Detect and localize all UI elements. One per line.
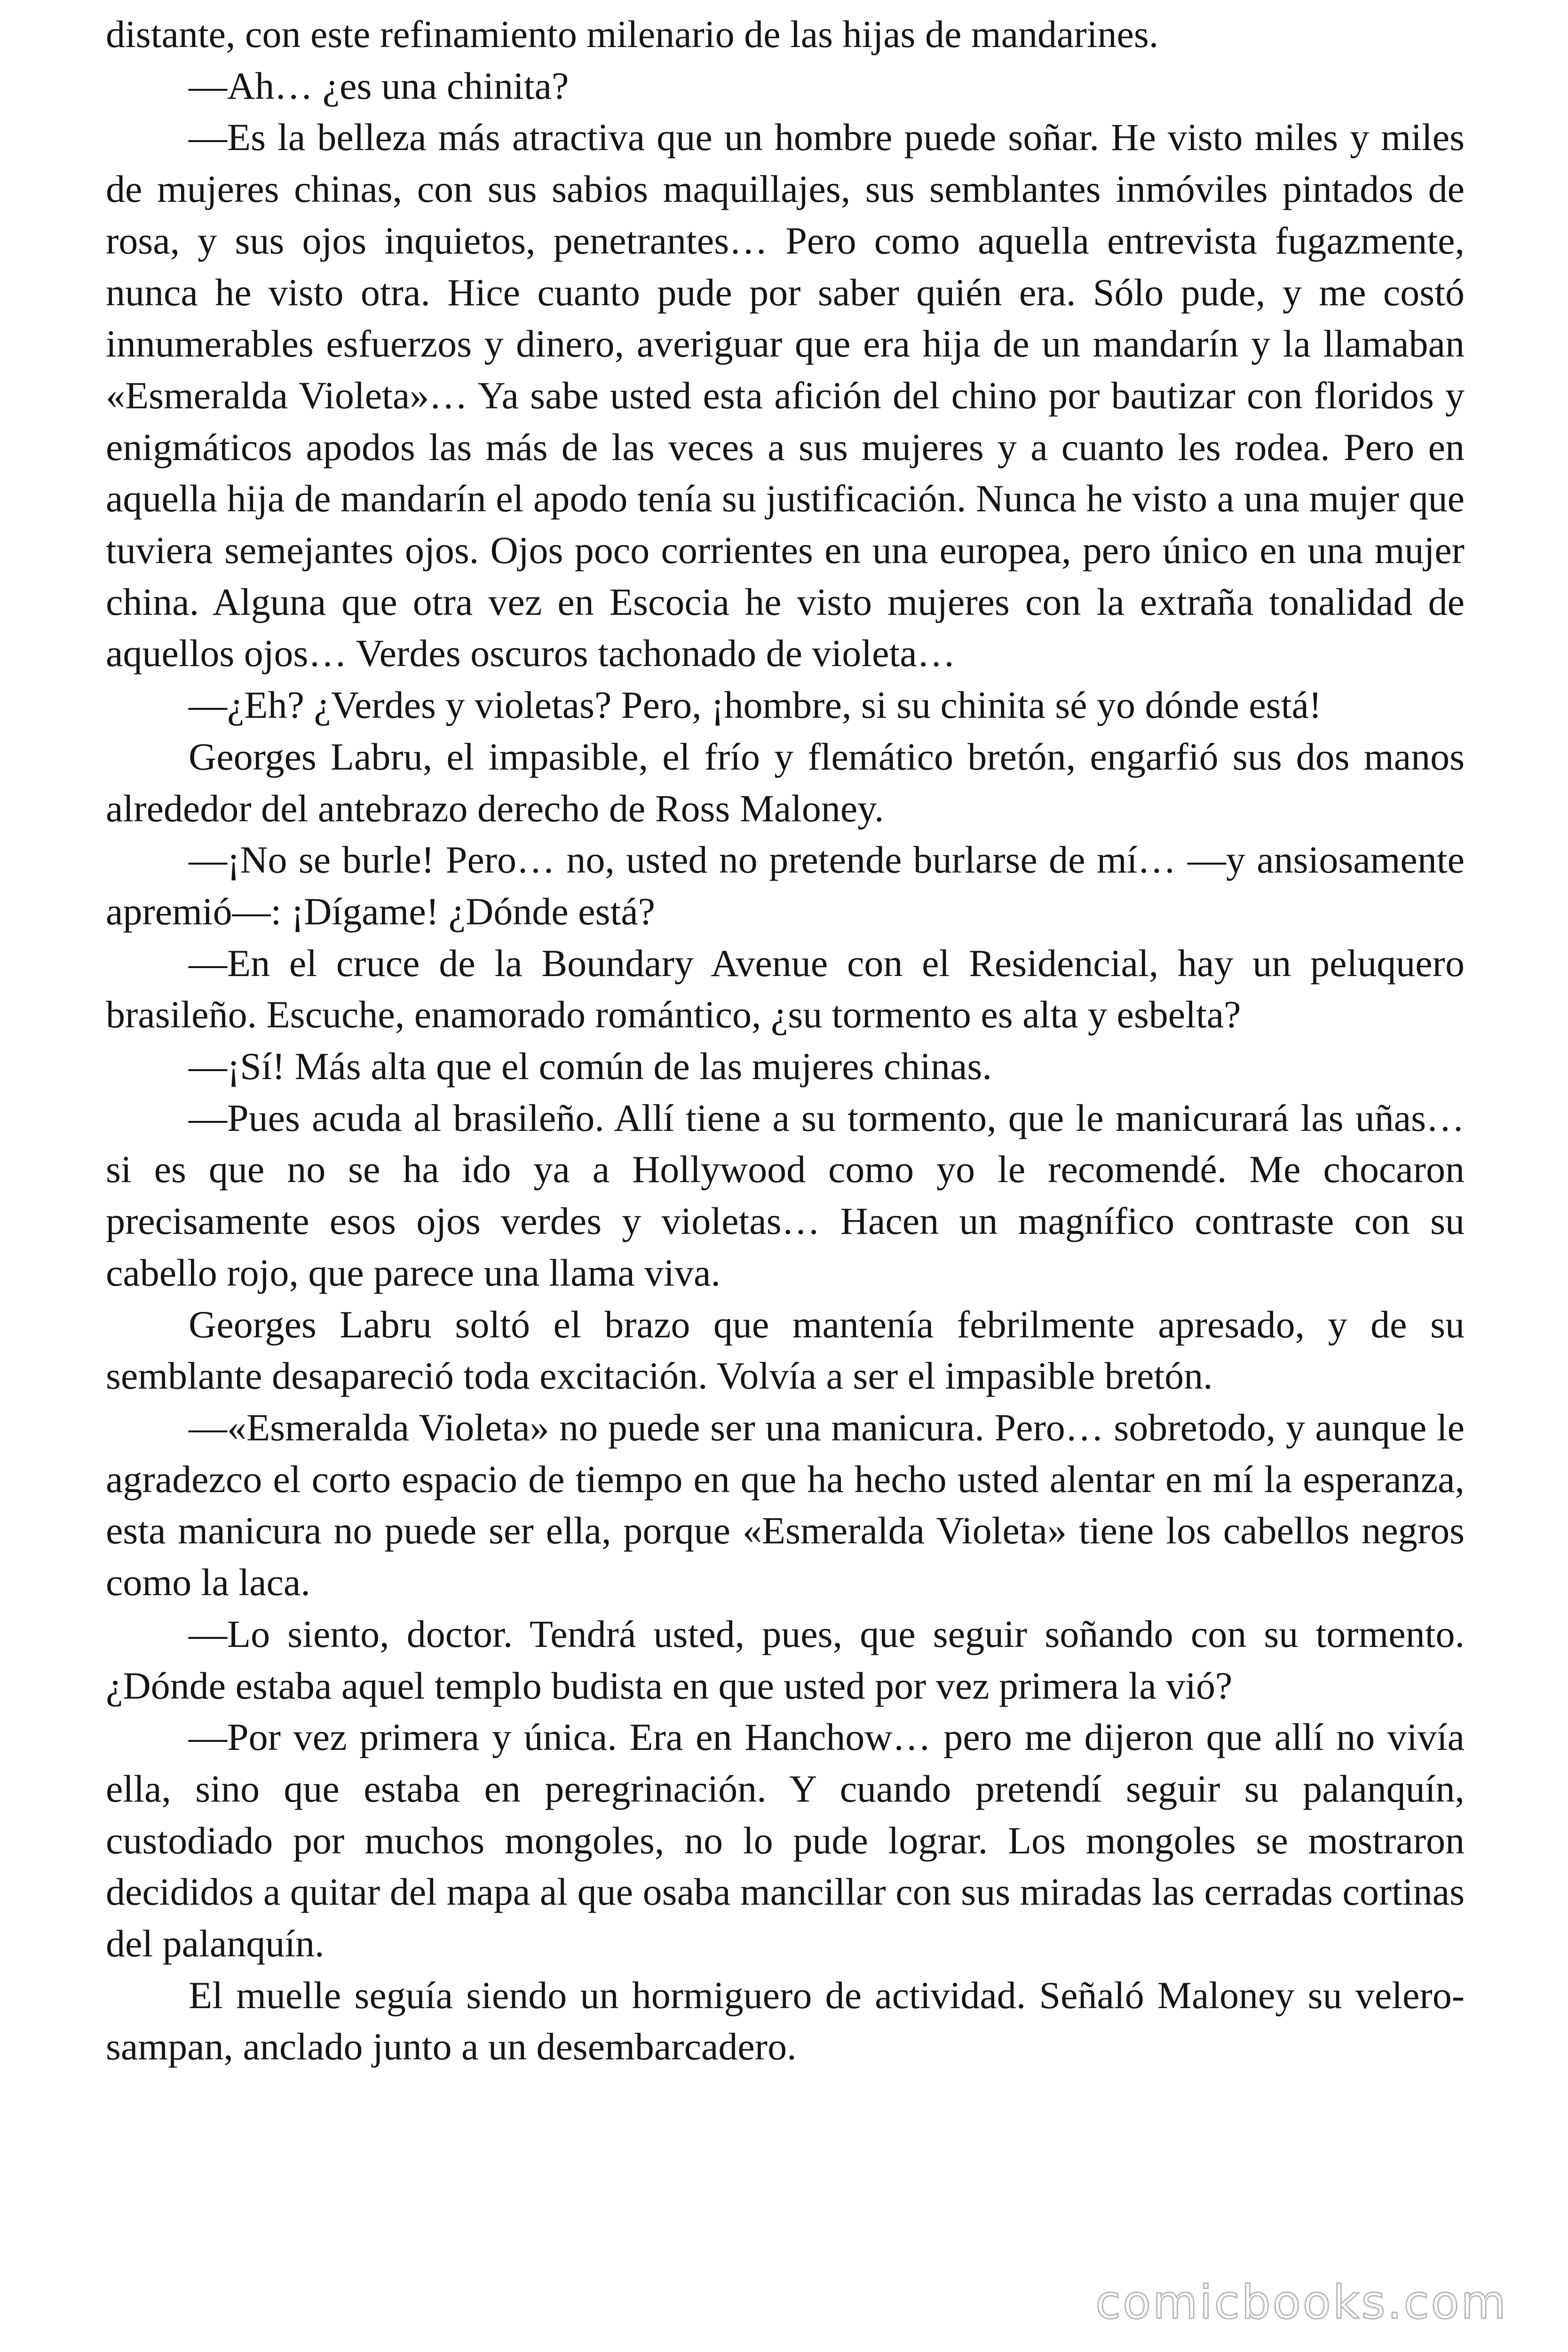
paragraph: —Ah… ¿es una chinita? bbox=[189, 64, 569, 107]
watermark: comicbooks.com bbox=[1095, 2276, 1508, 2329]
paragraph: distante, con este refinamiento milenario de las hijas de mandarines. bbox=[106, 13, 1159, 56]
paragraph: Georges Labru, el impasible, el frío y flemático bretón, engarfió sus dos manos alrededor del antebrazo derecho de Ross Maloney. bbox=[106, 735, 1465, 830]
paragraph: —¡Sí! Más alta que el común de las mujeres chinas. bbox=[189, 1045, 992, 1088]
paragraph: —En el cruce de la Boundary Avenue con el Residencial, hay un peluquero brasileño. Escuche, enamorado romántico, ¿su tormento es alta y esbelta? bbox=[106, 941, 1465, 1036]
page-body bbox=[106, 8, 1465, 2073]
paragraph: —Es la belleza más atractiva que un hombre puede soñar. He visto miles y miles de mujeres chinas, con sus sabios maquillajes, sus semblantes inmóviles pintados de rosa, y sus ojos inquietos, penetrantes… Pero como aquella entrevista fugazmente, nunca he visto otra. Hice cuanto pude por saber quién era. Sólo pude, y me costó innumerables esfuerzos y dinero, averiguar que era hija de un mandarín y la llamaban «Esmeralda Violeta»… Ya sabe usted esta afición del chino por bautizar con floridos y enigmáticos apodos las más de las veces a sus mujeres y a cuanto les rodea. Pero en aquella hija de mandarín el apodo tenía su justificación. Nunca he visto a una mujer que tuviera semejantes ojos. Ojos poco corrientes en una europea, pero único en una mujer china. Alguna que otra vez en Escocia he visto mujeres con la extraña tonalidad de aquellos ojos… Verdes oscuros tachonado de violeta… bbox=[106, 116, 1465, 675]
paragraph: —Pues acuda al brasileño. Allí tiene a su tormento, que le manicurará las uñas… si es que no se ha ido ya a Hollywood como yo le recomendé. Me chocaron precisamente esos ojos verdes y violetas… Hacen un magnífico contraste con su cabello rojo, que parece una llama viva. bbox=[106, 1096, 1465, 1294]
paragraph: —¿Eh? ¿Verdes y violetas? Pero, ¡hombre, si su chinita sé yo dónde está! bbox=[189, 683, 1322, 727]
paragraph: —Por vez primera y única. Era en Hanchow… pero me dijeron que allí no vivía ella, sino que estaba en peregrinación. Y cuando pretendí seguir su palanquín, custodiado por muchos mongoles, no lo pude lograr. Los mongoles se mostraron decididos a quitar del mapa al que osaba mancillar con sus miradas las cerradas cortinas del palanquín. bbox=[106, 1716, 1465, 1965]
paragraph: —¡No se burle! Pero… no, usted no pretende burlarse de mí… —y ansiosamente apremió—: ¡Dígame! ¿Dónde está? bbox=[106, 838, 1465, 933]
paragraph: Georges Labru soltó el brazo que mantenía febrilmente apresado, y de su semblante desapareció toda excitación. Volvía a ser el impasible bretón. bbox=[106, 1303, 1465, 1398]
paragraph: —«Esmeralda Violeta» no puede ser una manicura. Pero… sobretodo, y aunque le agradezco el corto espacio de tiempo en que ha hecho usted alentar en mí la esperanza, esta manicura no puede ser ella, porque «Esmeralda Violeta» tiene los cabellos negros como la laca. bbox=[106, 1406, 1465, 1604]
paragraph: El muelle seguía siendo un hormiguero de actividad. Señaló Maloney su velero-sampan, anclado junto a un desembarcadero. bbox=[106, 1973, 1465, 2068]
paragraph: —Lo siento, doctor. Tendrá usted, pues, que seguir soñando con su tormento. ¿Dónde estaba aquel templo budista en que usted por vez primera la vió? bbox=[106, 1612, 1465, 1707]
